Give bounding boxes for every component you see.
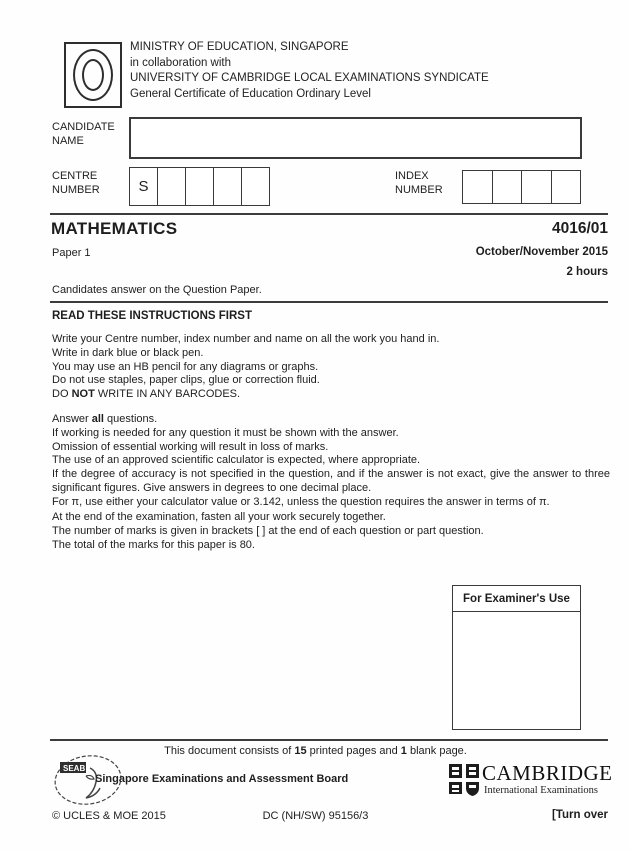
- centre-number-label: CENTRE NUMBER: [52, 170, 100, 196]
- centre-number-cell[interactable]: [186, 167, 214, 206]
- centre-number-cell[interactable]: [214, 167, 242, 206]
- issuer-line-gce: General Certificate of Education Ordinary Level: [130, 87, 371, 100]
- instruction-line: If working is needed for any question it must be shown with the answer.: [52, 426, 399, 439]
- index-number-label: INDEX NUMBER: [395, 170, 443, 196]
- copyright-line: © UCLES & MOE 2015: [52, 810, 166, 822]
- candidate-name-input[interactable]: [129, 117, 582, 159]
- instructions-paragraph-3: [52, 511, 610, 552]
- issuer-line-collab: in collaboration with: [130, 56, 232, 69]
- instruction-line-accuracy: If the degree of accuracy is not specified in the question, and if the answer is not exact, give the answer to three significant figures. Give answers in degrees to one decimal place.: [52, 468, 610, 494]
- issuer-block: [130, 40, 489, 102]
- divider-instructions: [50, 301, 608, 303]
- instructions-paragraph-1: [52, 333, 610, 402]
- examiner-use-title: For Examiner's Use: [453, 586, 580, 612]
- instruction-line: Do not use staples, paper clips, glue or correction fluid.: [52, 374, 320, 387]
- issuer-line-ministry: MINISTRY OF EDUCATION, SINGAPORE: [130, 41, 349, 53]
- instruction-line: The number of marks is given in brackets [ ] at the end of each question or part question.: [52, 524, 484, 537]
- seab-board-name: Singapore Examinations and Assessment Board: [95, 773, 349, 785]
- issuer-line-ucles: UNIVERSITY OF CAMBRIDGE LOCAL EXAMINATIONS SYNDICATE: [130, 72, 489, 84]
- index-number-cell[interactable]: [493, 170, 523, 204]
- instruction-line: You may use an HB pencil for any diagrams or graphs.: [52, 360, 319, 373]
- instruction-line: Write your Centre number, index number and name on all the work you hand in.: [52, 333, 440, 345]
- turn-over-note: [Turn over: [551, 809, 608, 821]
- cambridge-shield-icon: [449, 764, 479, 803]
- o-level-logo-inner-ring: [82, 59, 104, 91]
- centre-number-cell[interactable]: [242, 167, 270, 206]
- svg-text:SEAB: SEAB: [63, 764, 86, 773]
- centre-number-cell-prefix[interactable]: S: [129, 167, 158, 206]
- instruction-line: The use of an approved scientific calculator is expected, where appropriate.: [52, 454, 421, 467]
- page-count-note: This document consists of 15 printed pages and 1 blank page.: [164, 745, 467, 757]
- exam-duration: 2 hours: [566, 266, 608, 278]
- instruction-line-answer-all: Answer all questions.: [52, 413, 158, 425]
- instruction-line: At the end of the examination, fasten all your work securely together.: [52, 511, 386, 523]
- paper-code: 4016/01: [551, 220, 608, 237]
- index-number-cell[interactable]: [462, 170, 493, 204]
- exam-session: October/November 2015: [475, 246, 608, 258]
- instructions-paragraph-2: [52, 413, 610, 510]
- centre-number-cell[interactable]: [158, 167, 186, 206]
- instruction-line-barcodes: DO NOT WRITE IN ANY BARCODES.: [52, 388, 241, 401]
- divider-footer: [50, 739, 608, 741]
- cambridge-wordmark: CAMBRIDGE: [482, 761, 613, 785]
- instruction-line-pi: For π, use either your calculator value or 3.142, unless the question requires the answer in terms of π.: [52, 495, 550, 508]
- candidate-name-label: CANDIDATE NAME: [52, 121, 115, 147]
- examiner-use-box: [452, 585, 581, 730]
- o-level-logo: [64, 42, 122, 108]
- paper-number: Paper 1: [52, 247, 91, 259]
- instruction-line: Write in dark blue or black pen.: [52, 346, 204, 359]
- answer-note: Candidates answer on the Question Paper.: [52, 284, 262, 296]
- index-number-cell[interactable]: [522, 170, 552, 204]
- instructions-heading: READ THESE INSTRUCTIONS FIRST: [52, 310, 252, 322]
- cambridge-subtitle: International Examinations: [484, 785, 599, 796]
- index-number-cell[interactable]: [552, 170, 582, 204]
- centre-number-grid: [129, 167, 270, 206]
- subject-title: MATHEMATICS: [51, 219, 178, 238]
- divider-top: [50, 213, 608, 215]
- instruction-line: The total of the marks for this paper is 80.: [52, 538, 255, 551]
- index-number-grid: [462, 170, 581, 204]
- instruction-line: Omission of essential working will result in loss of marks.: [52, 440, 329, 453]
- o-level-logo-outer-ring: [73, 49, 113, 101]
- document-code: DC (NH/SW) 95156/3: [262, 810, 369, 822]
